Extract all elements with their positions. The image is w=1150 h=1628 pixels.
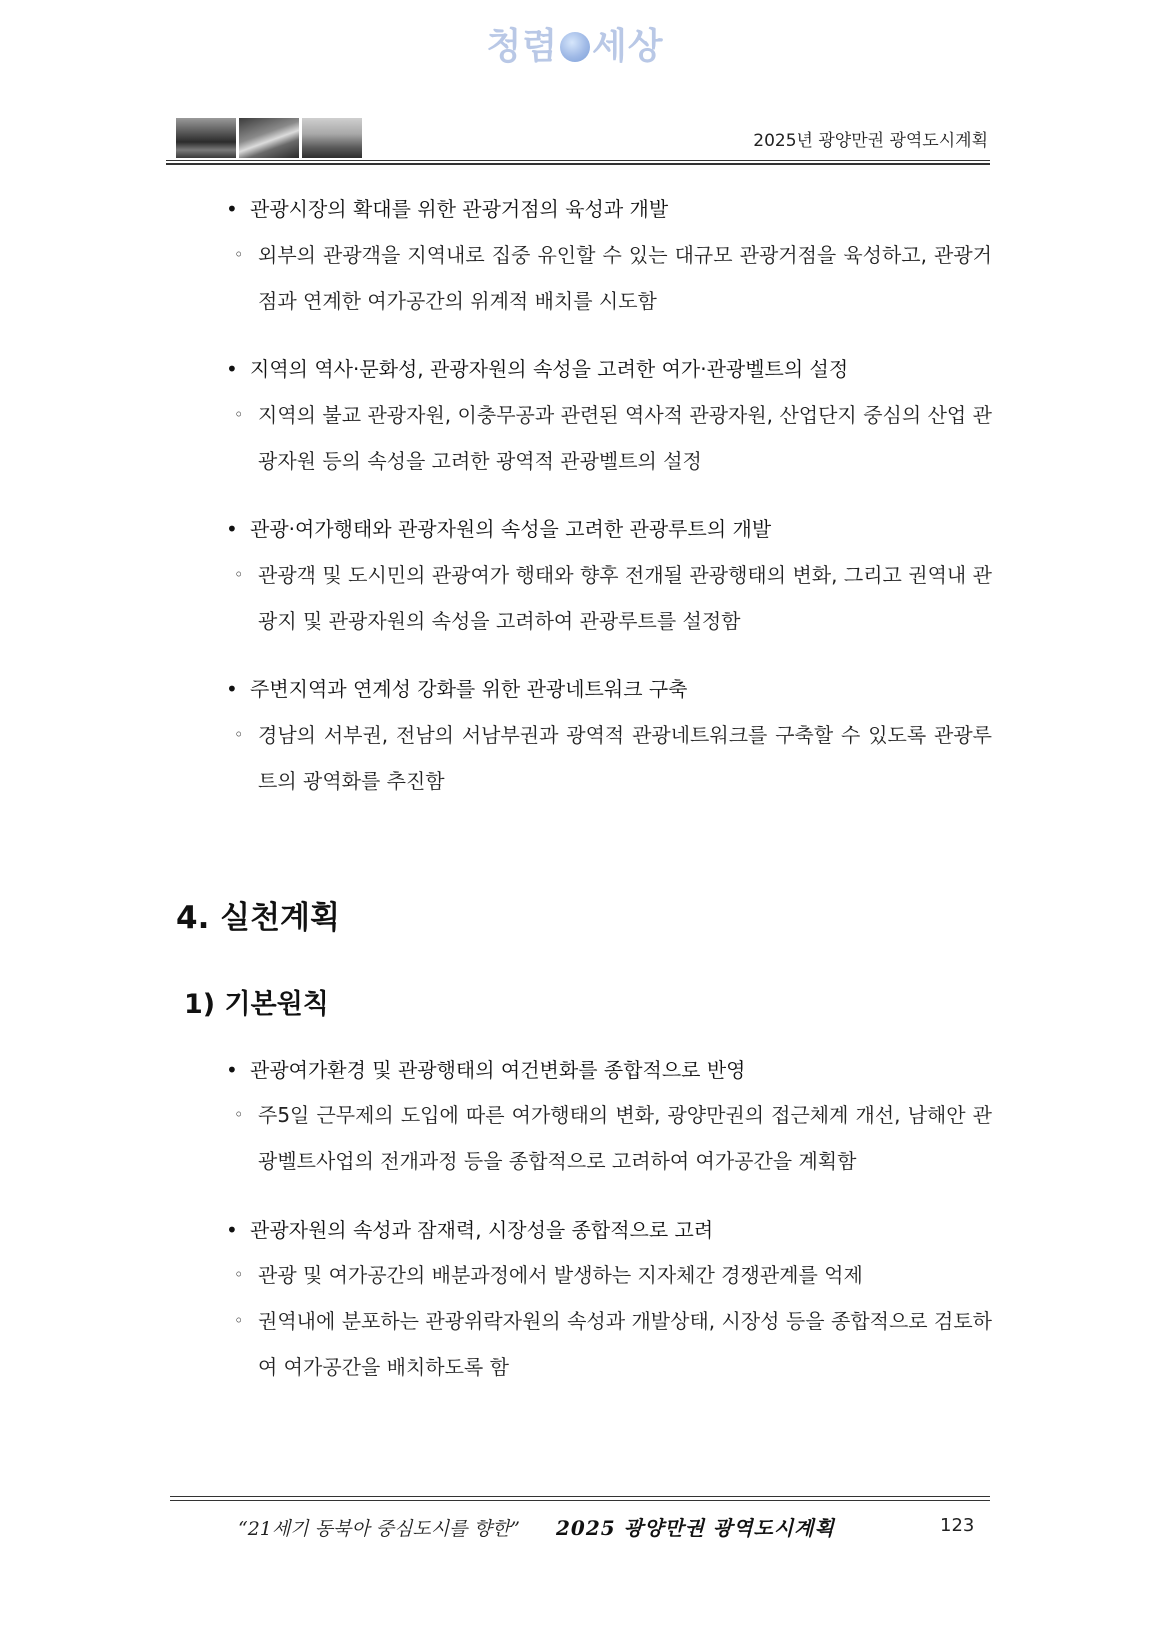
logo-text-right: 세상	[592, 26, 664, 67]
page-number: 123	[940, 1515, 975, 1536]
circle-bullet-icon: ◦	[234, 725, 244, 744]
bullet-item	[226, 513, 771, 542]
section-title: 4. 실천계획	[176, 900, 340, 936]
bullet-item	[226, 1054, 745, 1083]
circle-bullet-icon: ◦	[234, 245, 244, 264]
sub-text: 관광 및 여가공간의 배분과정에서 발생하는 지자체간 경쟁관계를 억제	[258, 1263, 863, 1287]
bullet-icon: •	[226, 677, 238, 701]
bullet-text: 관광자원의 속성과 잠재력, 시장성을 종합적으로 고려	[250, 1218, 714, 1242]
circle-bullet-icon: ◦	[234, 1311, 244, 1330]
header-rule	[166, 160, 990, 161]
header-logo	[0, 18, 1150, 69]
circle-bullet-icon: ◦	[234, 1105, 244, 1124]
sub-text: 관광객 및 도시민의 관광여가 행태와 향후 전개될 관광행태의 변화, 그리고 권역내 관광지 및 관광자원의 속성을 고려하여 관광루트를 설정함	[258, 563, 992, 633]
bullet-item	[226, 1214, 713, 1243]
bullet-text: 관광·여가행태와 관광자원의 속성을 고려한 관광루트의 개발	[250, 517, 772, 541]
circle-bullet-icon: ◦	[234, 1265, 244, 1284]
bullet-item	[226, 353, 848, 382]
header-title: 2025년 광양만권 광역도시계획	[753, 131, 988, 151]
footer-title: 2025 광양만권 광역도시계획	[556, 1516, 835, 1540]
sub-item	[234, 392, 992, 484]
bullet-item	[226, 673, 688, 702]
bullet-text: 관광시장의 확대를 위한 관광거점의 육성과 개발	[250, 197, 669, 221]
sub-item	[234, 232, 992, 324]
bullet-icon: •	[226, 517, 238, 541]
subsection-title: 1) 기본원칙	[184, 989, 329, 1020]
bullet-icon: •	[226, 1058, 238, 1082]
footer-quote: “21세기 동북아 중심도시를 향한”	[238, 1518, 520, 1540]
footer-rule-2	[170, 1500, 990, 1501]
sub-text: 권역내에 분포하는 관광위락자원의 속성과 개발상태, 시장성 등을 종합적으로 검토하여 여가공간을 배치하도록 함	[258, 1309, 992, 1379]
sub-item	[234, 712, 992, 804]
bullet-text: 관광여가환경 및 관광행태의 여건변화를 종합적으로 반영	[250, 1058, 746, 1082]
bullet-text: 주변지역과 연계성 강화를 위한 관광네트워크 구축	[250, 677, 688, 701]
bullet-icon: •	[226, 1218, 238, 1242]
circle-bullet-icon: ◦	[234, 565, 244, 584]
sub-item	[234, 1298, 992, 1390]
bullet-item	[226, 193, 668, 222]
header-photo-sunset	[176, 118, 236, 158]
header-photo-bridge	[302, 118, 362, 158]
circle-bullet-icon: ◦	[234, 405, 244, 424]
sub-item	[234, 552, 992, 644]
header-photo-river	[239, 118, 299, 158]
logo-emblem-icon	[560, 32, 590, 62]
logo-text-left: 청렴	[486, 26, 558, 67]
header-rule-thick	[166, 163, 990, 165]
header-photo-strip	[176, 118, 362, 158]
bullet-icon: •	[226, 197, 238, 221]
footer-rule	[170, 1496, 990, 1497]
sub-text: 경남의 서부권, 전남의 서남부권과 광역적 관광네트워크를 구축할 수 있도록 관광루트의 광역화를 추진함	[258, 723, 992, 793]
bullet-icon: •	[226, 357, 238, 381]
sub-text: 지역의 불교 관광자원, 이충무공과 관련된 역사적 관광자원, 산업단지 중심의 산업 관광자원 등의 속성을 고려한 광역적 관광벨트의 설정	[258, 403, 992, 473]
sub-item	[234, 1252, 992, 1298]
bullet-text: 지역의 역사·문화성, 관광자원의 속성을 고려한 여가·관광벨트의 설정	[250, 357, 849, 381]
sub-item	[234, 1092, 992, 1184]
sub-text: 주5일 근무제의 도입에 따른 여가행태의 변화, 광양만권의 접근체계 개선, 남해안 관광벨트사업의 전개과정 등을 종합적으로 고려하여 여가공간을 계획함	[258, 1103, 992, 1173]
sub-text: 외부의 관광객을 지역내로 집중 유인할 수 있는 대규모 관광거점을 육성하고, 관광거점과 연계한 여가공간의 위계적 배치를 시도함	[258, 243, 992, 313]
